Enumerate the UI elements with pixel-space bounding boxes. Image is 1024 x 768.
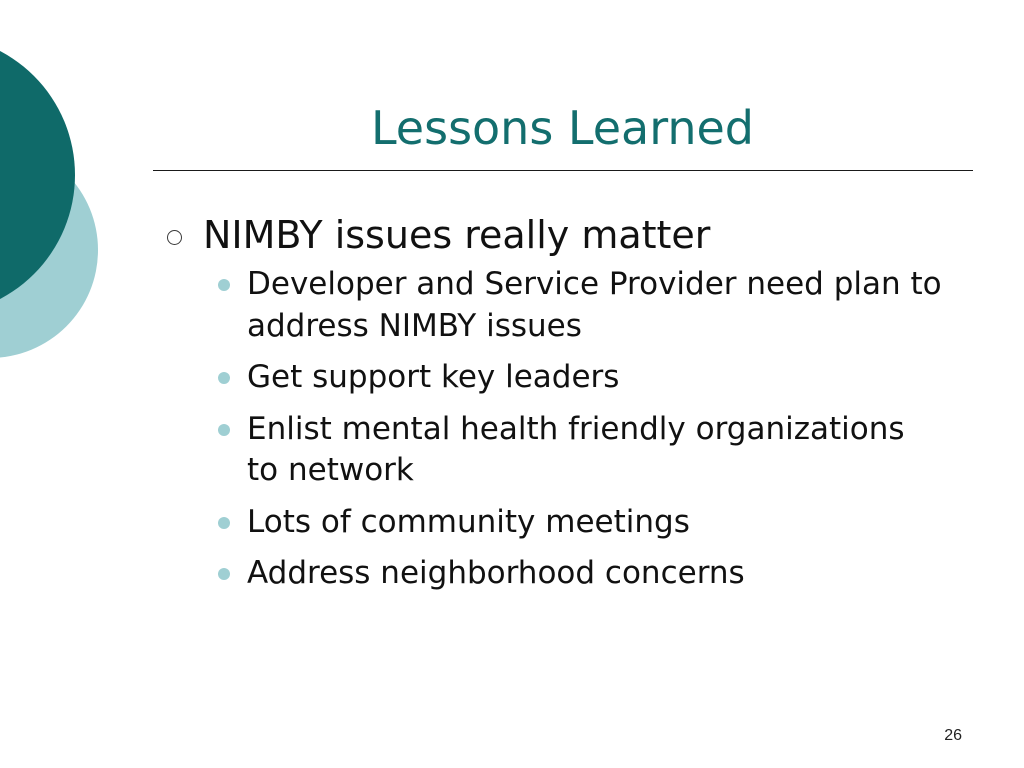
filled-dot-icon xyxy=(218,279,230,291)
title-divider xyxy=(153,170,973,171)
sub-bullet-text: Lots of community meetings xyxy=(247,503,690,540)
bullet-list xyxy=(165,210,945,605)
sub-bullet-item xyxy=(203,264,945,347)
filled-dot-icon xyxy=(218,568,230,580)
sub-bullet-text: Get support key leaders xyxy=(247,359,620,395)
sub-bullet-list xyxy=(203,264,945,595)
sub-bullet-item xyxy=(203,357,945,399)
sub-bullet-text: Developer and Service Provider need plan to address NIMBY issues xyxy=(247,266,942,344)
page-number: 26 xyxy=(944,727,962,744)
sub-bullet-item xyxy=(203,502,945,544)
sub-bullet-text: Address neighborhood concerns xyxy=(247,555,745,591)
sub-bullet-text: Enlist mental health friendly organizations to network xyxy=(247,410,905,488)
filled-dot-icon xyxy=(218,517,230,529)
filled-dot-icon xyxy=(218,372,230,384)
bullet-item xyxy=(165,210,945,595)
hollow-circle-icon xyxy=(167,230,182,245)
decorative-circles xyxy=(0,0,120,420)
sub-bullet-item xyxy=(203,553,945,595)
slide-title: Lessons Learned xyxy=(370,101,754,155)
filled-dot-icon xyxy=(218,424,230,436)
bullet-text: NIMBY issues really matter xyxy=(203,213,711,257)
sub-bullet-item xyxy=(203,409,945,492)
